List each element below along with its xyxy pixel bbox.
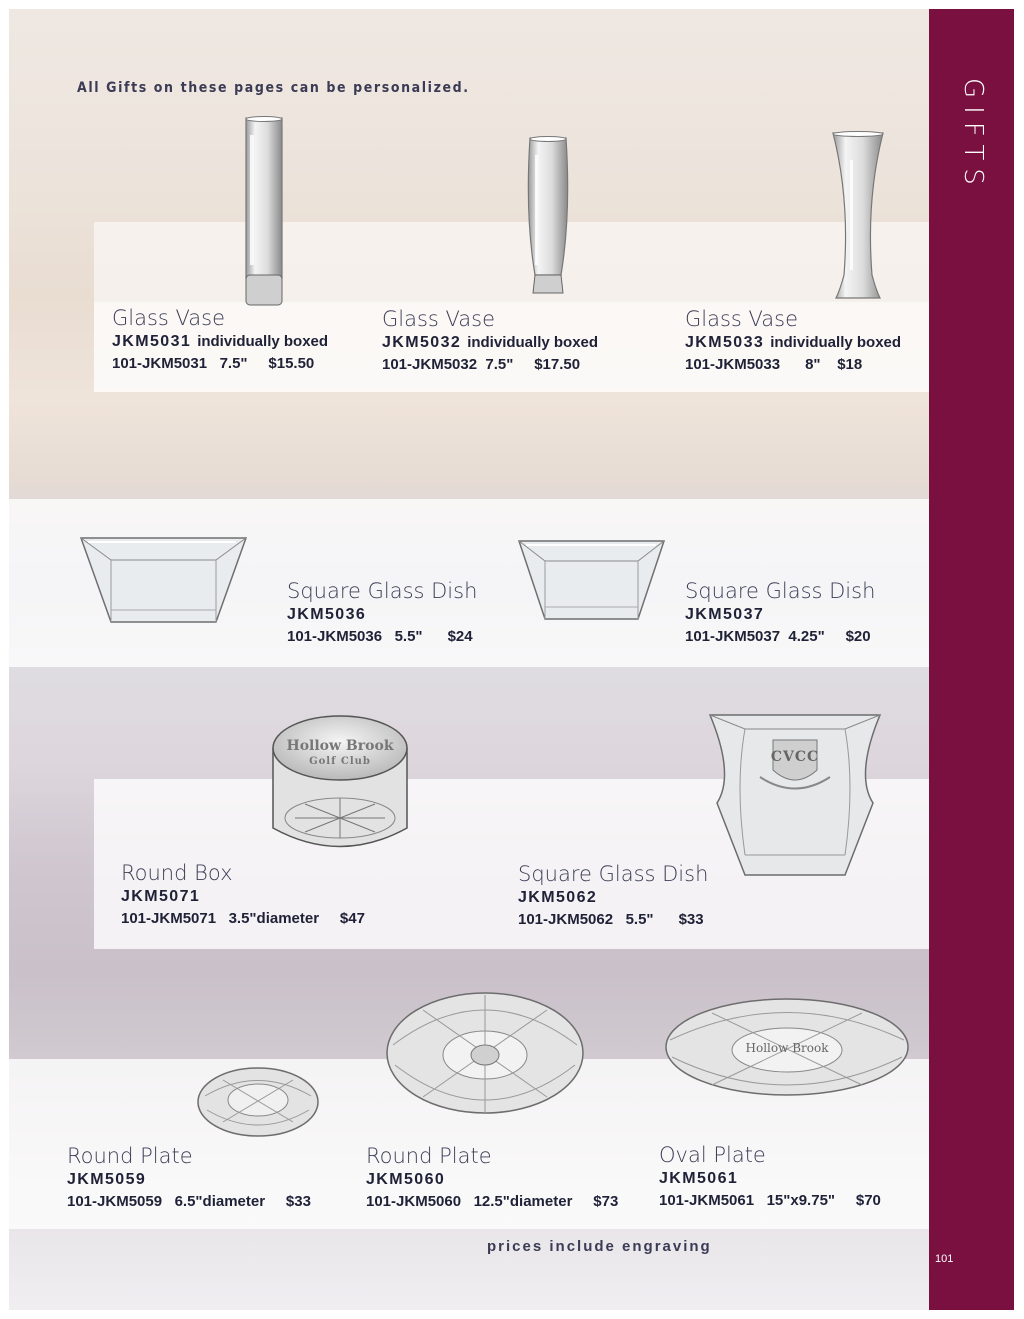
packaging-note: individually boxed [770, 334, 902, 351]
price: $70 [855, 1192, 881, 1209]
size: 3.5"diameter [228, 910, 320, 927]
size: 7.5" [219, 355, 248, 372]
product-code [685, 332, 901, 354]
product-code: JKM5060 [366, 1171, 446, 1188]
round-box-engraving-line2: Golf Club [309, 756, 371, 767]
product-round-plate-5059 [67, 1143, 311, 1213]
code-value: JKM5031 [112, 333, 192, 350]
personalization-tagline: All Gifts on these pages can be personalized. [77, 80, 470, 96]
price: $33 [285, 1193, 311, 1210]
product-sku-line [287, 626, 477, 648]
square-glass-dish-image-3 [705, 705, 885, 880]
glass-vase-image-2 [523, 135, 573, 300]
round-box-image [265, 700, 415, 860]
product-square-dish-5036 [287, 578, 477, 648]
section-title: GIFTS [958, 78, 988, 193]
sku: 101-JKM5060 [366, 1193, 462, 1210]
product-name: Glass Vase [382, 307, 495, 331]
oval-plate-image [662, 995, 912, 1100]
code-value: JKM5033 [685, 334, 765, 351]
sku: 101-JKM5061 [659, 1192, 755, 1209]
product-square-dish-5062 [518, 861, 708, 931]
size: 8" [805, 356, 821, 373]
sku: 101-JKM5031 [112, 355, 208, 372]
product-code: JKM5037 [685, 606, 765, 623]
product-name: Round Box [121, 861, 233, 885]
product-round-plate-5060 [366, 1143, 618, 1213]
product-name: Round Plate [67, 1144, 193, 1168]
size: 5.5" [625, 911, 654, 928]
round-plate-image-1 [193, 1060, 323, 1140]
band-vases [94, 222, 929, 302]
page-number: 101 [935, 1253, 954, 1265]
product-sku-line [518, 909, 708, 931]
sku: 101-JKM5033 [685, 356, 781, 373]
product-code [382, 332, 598, 354]
product-code: JKM5071 [121, 888, 201, 905]
product-square-dish-5037 [685, 578, 875, 648]
product-sku-line [112, 353, 328, 375]
price: $18 [837, 356, 863, 373]
sku: 101-JKM5037 [685, 628, 781, 645]
size: 12.5"diameter [473, 1193, 573, 1210]
dish-crest-engraving: CVCC [770, 749, 820, 765]
price: $17.50 [534, 356, 581, 373]
size: 15"x9.75" [766, 1192, 836, 1209]
product-glass-vase-5031 [112, 305, 328, 375]
product-glass-vase-5032 [382, 306, 598, 376]
sku: 101-JKM5071 [121, 910, 217, 927]
product-sku-line [685, 626, 875, 648]
product-name: Glass Vase [112, 306, 225, 330]
sku: 101-JKM5036 [287, 628, 383, 645]
product-sku-line [659, 1190, 881, 1212]
size: 4.25" [788, 628, 825, 645]
price: $20 [845, 628, 871, 645]
sku: 101-JKM5059 [67, 1193, 163, 1210]
round-box-engraving-line1: Hollow Brook [286, 738, 394, 754]
glass-vase-image-3 [828, 130, 888, 305]
square-glass-dish-image-1 [76, 530, 251, 630]
size: 5.5" [394, 628, 423, 645]
product-code [112, 331, 328, 353]
product-name: Square Glass Dish [287, 579, 478, 603]
product-code: JKM5061 [659, 1170, 739, 1187]
size: 7.5" [485, 356, 514, 373]
sku: 101-JKM5032 [382, 356, 478, 373]
product-round-box-5071 [121, 860, 365, 930]
price: $33 [678, 911, 704, 928]
square-glass-dish-image-2 [514, 535, 669, 625]
glass-vase-image-1 [240, 115, 290, 310]
code-value: JKM5032 [382, 334, 462, 351]
product-name: Glass Vase [685, 307, 798, 331]
packaging-note: individually boxed [467, 334, 599, 351]
product-name: Oval Plate [659, 1143, 766, 1167]
sidebar [929, 9, 1014, 1310]
product-sku-line [685, 354, 901, 376]
engraving-note: prices include engraving [487, 1238, 712, 1255]
round-plate-image-2 [383, 985, 588, 1120]
product-sku-line [121, 908, 365, 930]
product-code: JKM5062 [518, 889, 598, 906]
price: $73 [593, 1193, 619, 1210]
product-glass-vase-5033 [685, 306, 901, 376]
product-sku-line [382, 354, 598, 376]
price: $24 [447, 628, 473, 645]
product-code: JKM5059 [67, 1171, 147, 1188]
product-code: JKM5036 [287, 606, 367, 623]
size: 6.5"diameter [174, 1193, 266, 1210]
price: $47 [339, 910, 365, 927]
product-sku-line [67, 1191, 311, 1213]
product-oval-plate-5061 [659, 1142, 881, 1212]
product-name: Square Glass Dish [685, 579, 876, 603]
sku: 101-JKM5062 [518, 911, 614, 928]
price: $15.50 [268, 355, 315, 372]
product-name: Square Glass Dish [518, 862, 709, 886]
product-sku-line [366, 1191, 618, 1213]
product-name: Round Plate [366, 1144, 492, 1168]
packaging-note: individually boxed [197, 333, 329, 350]
oval-plate-engraving: Hollow Brook [745, 1041, 829, 1055]
